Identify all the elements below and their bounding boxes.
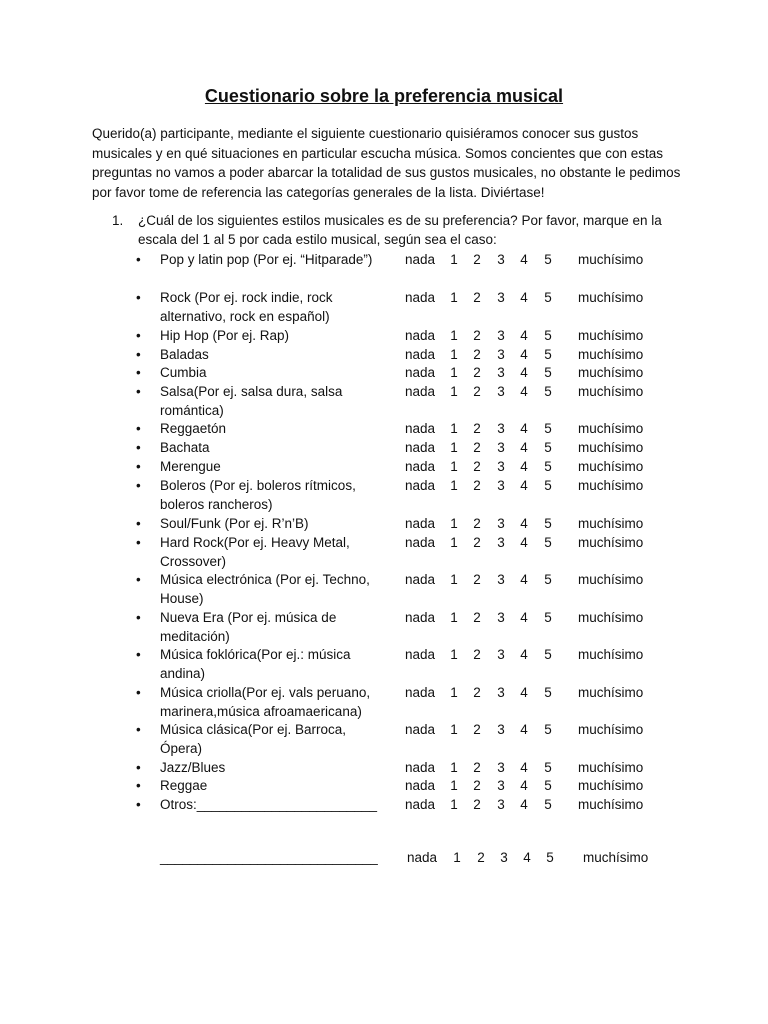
scale-high-label: muchísimo bbox=[578, 647, 644, 662]
question-text: ¿Cuál de los siguientes estilos musicales es de su preferencia? Por favor, marque en la escala del 1 al 5 por cada estilo musical, según sea el caso: bbox=[138, 213, 662, 247]
scale-low-label: nada bbox=[405, 685, 436, 700]
scale-option-2[interactable]: 2 bbox=[473, 365, 481, 380]
scale-option-5[interactable]: 5 bbox=[544, 760, 552, 775]
scale-option-4[interactable]: 4 bbox=[520, 685, 528, 700]
scale-option-1[interactable]: 1 bbox=[450, 760, 458, 775]
scale-option-5[interactable]: 5 bbox=[544, 290, 552, 305]
scale-option-5[interactable]: 5 bbox=[544, 347, 552, 362]
scale-option-2[interactable]: 2 bbox=[473, 421, 481, 436]
scale-option-1[interactable]: 1 bbox=[450, 797, 458, 812]
bullet-icon: • bbox=[136, 760, 141, 775]
scale-high-label: muchísimo bbox=[578, 252, 644, 267]
scale-high-label: muchísimo bbox=[578, 760, 644, 775]
scale-option-3[interactable]: 3 bbox=[497, 290, 505, 305]
scale-option-4[interactable]: 4 bbox=[520, 778, 528, 793]
scale-high-label: muchísimo bbox=[578, 459, 644, 474]
scale-high-label: muchísimo bbox=[578, 478, 644, 493]
scale-option-1[interactable]: 1 bbox=[450, 328, 458, 343]
scale-low-label: nada bbox=[405, 328, 436, 343]
style-label: Música electrónica (Por ej. Techno, House) bbox=[160, 572, 370, 606]
scale-option-1[interactable]: 1 bbox=[450, 440, 458, 455]
scale-high-label: muchísimo bbox=[578, 797, 644, 812]
scale-option-4[interactable]: 4 bbox=[520, 516, 528, 531]
scale-high-label: muchísimo bbox=[578, 421, 644, 436]
scale-low-label: nada bbox=[405, 478, 436, 493]
scale-option-5[interactable]: 5 bbox=[544, 722, 552, 737]
scale-option-2[interactable]: 2 bbox=[473, 384, 481, 399]
scale-option-2[interactable]: 2 bbox=[473, 722, 481, 737]
scale-option-1[interactable]: 1 bbox=[450, 347, 458, 362]
scale-option-4[interactable]: 4 bbox=[523, 850, 531, 865]
bullet-icon: • bbox=[136, 685, 141, 700]
scale-option-3[interactable]: 3 bbox=[497, 365, 505, 380]
scale-option-1[interactable]: 1 bbox=[450, 290, 458, 305]
scale-option-1[interactable]: 1 bbox=[450, 516, 458, 531]
style-label: Pop y latin pop (Por ej. “Hitparade”) bbox=[160, 252, 373, 267]
scale-high-label: muchísimo bbox=[578, 347, 644, 362]
scale-low-label: nada bbox=[405, 459, 436, 474]
scale-option-2[interactable]: 2 bbox=[473, 459, 481, 474]
scale-option-1[interactable]: 1 bbox=[450, 610, 458, 625]
scale-option-2[interactable]: 2 bbox=[473, 440, 481, 455]
bullet-icon: • bbox=[136, 347, 141, 362]
scale-option-5[interactable]: 5 bbox=[544, 459, 552, 474]
scale-option-3[interactable]: 3 bbox=[497, 572, 505, 587]
scale-option-5[interactable]: 5 bbox=[544, 252, 552, 267]
scale-option-2[interactable]: 2 bbox=[473, 328, 481, 343]
bullet-icon: • bbox=[136, 647, 141, 662]
scale-option-1[interactable]: 1 bbox=[450, 478, 458, 493]
scale-option-1[interactable]: 1 bbox=[453, 850, 461, 865]
scale-option-2[interactable]: 2 bbox=[473, 572, 481, 587]
scale-option-3[interactable]: 3 bbox=[497, 459, 505, 474]
scale-high-label: muchísimo bbox=[578, 290, 644, 305]
style-label: Reggae bbox=[160, 778, 208, 793]
scale-option-1[interactable]: 1 bbox=[450, 459, 458, 474]
scale-option-4[interactable]: 4 bbox=[520, 478, 528, 493]
scale-low-label: nada bbox=[405, 778, 436, 793]
extra-style-blank[interactable]: _____________________________ bbox=[160, 850, 378, 865]
scale-option-2[interactable]: 2 bbox=[473, 290, 481, 305]
scale-high-label: muchísimo bbox=[578, 610, 644, 625]
bullet-icon: • bbox=[136, 384, 141, 399]
style-label: Música foklórica(Por ej.: música andina) bbox=[160, 647, 351, 681]
scale-option-2[interactable]: 2 bbox=[473, 647, 481, 662]
scale-option-5[interactable]: 5 bbox=[544, 778, 552, 793]
scale-option-3[interactable]: 3 bbox=[497, 610, 505, 625]
scale-low-label: nada bbox=[405, 440, 436, 455]
scale-option-5[interactable]: 5 bbox=[544, 572, 552, 587]
scale-low-label: nada bbox=[405, 760, 436, 775]
scale-option-5[interactable]: 5 bbox=[544, 516, 552, 531]
bullet-icon: • bbox=[136, 252, 141, 267]
scale-low-label: nada bbox=[405, 722, 436, 737]
intro-paragraph: Querido(a) participante, mediante el siguiente cuestionario quisiéramos conocer sus gustos musicales y en qué situaciones en particular escucha música. Somos concientes que con estas preguntas no vamos a poder abarcar la totalidad de sus gustos musicales, no obstante le pedimos por favor tome de referencia las categorías generales de la lista. Diviértase! bbox=[92, 126, 681, 200]
scale-option-4[interactable]: 4 bbox=[520, 572, 528, 587]
style-label: Merengue bbox=[160, 459, 221, 474]
scale-option-1[interactable]: 1 bbox=[450, 421, 458, 436]
scale-option-5[interactable]: 5 bbox=[544, 365, 552, 380]
scale-option-4[interactable]: 4 bbox=[520, 440, 528, 455]
scale-option-2[interactable]: 2 bbox=[473, 797, 481, 812]
scale-option-4[interactable]: 4 bbox=[520, 365, 528, 380]
scale-option-4[interactable]: 4 bbox=[520, 347, 528, 362]
scale-option-3[interactable]: 3 bbox=[497, 421, 505, 436]
scale-high-label: muchísimo bbox=[578, 535, 644, 550]
style-label: Baladas bbox=[160, 347, 209, 362]
scale-option-2[interactable]: 2 bbox=[473, 347, 481, 362]
style-label: Hard Rock(Por ej. Heavy Metal, Crossover) bbox=[160, 535, 350, 569]
scale-low-label: nada bbox=[405, 421, 436, 436]
scale-option-1[interactable]: 1 bbox=[450, 384, 458, 399]
bullet-icon: • bbox=[136, 797, 141, 812]
scale-option-4[interactable]: 4 bbox=[520, 328, 528, 343]
bullet-icon: • bbox=[136, 328, 141, 343]
scale-low-label: nada bbox=[405, 347, 436, 362]
scale-option-1[interactable]: 1 bbox=[450, 722, 458, 737]
scale-option-1[interactable]: 1 bbox=[450, 647, 458, 662]
bullet-icon: • bbox=[136, 610, 141, 625]
bullet-icon: • bbox=[136, 365, 141, 380]
style-label: Boleros (Por ej. boleros rítmicos, boleros rancheros) bbox=[160, 478, 356, 512]
scale-option-3[interactable]: 3 bbox=[497, 647, 505, 662]
bullet-icon: • bbox=[136, 421, 141, 436]
style-label: Jazz/Blues bbox=[160, 760, 226, 775]
style-label: Salsa(Por ej. salsa dura, salsa romántica) bbox=[160, 384, 343, 418]
scale-option-3[interactable]: 3 bbox=[497, 478, 505, 493]
scale-high-label: muchísimo bbox=[578, 365, 644, 380]
scale-option-3[interactable]: 3 bbox=[497, 685, 505, 700]
scale-option-5[interactable]: 5 bbox=[544, 610, 552, 625]
style-label: Música criolla(Por ej. vals peruano, marinera,música afroamaericana) bbox=[160, 685, 371, 719]
scale-option-4[interactable]: 4 bbox=[520, 421, 528, 436]
scale-option-2[interactable]: 2 bbox=[473, 478, 481, 493]
scale-option-4[interactable]: 4 bbox=[520, 647, 528, 662]
scale-high-label: muchísimo bbox=[578, 328, 644, 343]
scale-high-label: muchísimo bbox=[583, 850, 649, 865]
scale-option-1[interactable]: 1 bbox=[450, 778, 458, 793]
style-label: Reggaetón bbox=[160, 421, 227, 436]
page-title: Cuestionario sobre la preferencia musical bbox=[204, 86, 564, 106]
scale-option-4[interactable]: 4 bbox=[520, 384, 528, 399]
scale-option-3[interactable]: 3 bbox=[497, 347, 505, 362]
style-label: Nueva Era (Por ej. música de meditación) bbox=[160, 610, 337, 644]
scale-option-3[interactable]: 3 bbox=[497, 252, 505, 267]
scale-low-label: nada bbox=[405, 252, 436, 267]
scale-option-3[interactable]: 3 bbox=[497, 440, 505, 455]
style-label: Otros:________________________ bbox=[160, 797, 377, 812]
scale-option-1[interactable]: 1 bbox=[450, 572, 458, 587]
scale-option-2[interactable]: 2 bbox=[473, 778, 481, 793]
bullet-icon: • bbox=[136, 778, 141, 793]
scale-low-label: nada bbox=[405, 797, 436, 812]
scale-option-2[interactable]: 2 bbox=[477, 850, 485, 865]
scale-option-2[interactable]: 2 bbox=[473, 535, 481, 550]
scale-option-1[interactable]: 1 bbox=[450, 252, 458, 267]
scale-option-2[interactable]: 2 bbox=[473, 516, 481, 531]
scale-option-5[interactable]: 5 bbox=[544, 440, 552, 455]
style-label: Música clásica(Por ej. Barroca, Ópera) bbox=[160, 722, 347, 756]
style-label: Rock (Por ej. rock indie, rock alternativo, rock en español) bbox=[160, 290, 333, 324]
scale-low-label: nada bbox=[405, 535, 436, 550]
bullet-icon: • bbox=[136, 290, 141, 305]
scale-option-3[interactable]: 3 bbox=[497, 797, 505, 812]
bullet-icon: • bbox=[136, 459, 141, 474]
scale-low-label: nada bbox=[405, 647, 436, 662]
scale-low-label: nada bbox=[405, 610, 436, 625]
scale-low-label: nada bbox=[405, 365, 436, 380]
scale-low-label: nada bbox=[405, 384, 436, 399]
scale-low-label: nada bbox=[405, 572, 436, 587]
style-label: Cumbia bbox=[160, 365, 207, 380]
scale-option-5[interactable]: 5 bbox=[544, 647, 552, 662]
scale-option-4[interactable]: 4 bbox=[520, 459, 528, 474]
scale-option-4[interactable]: 4 bbox=[520, 252, 528, 267]
bullet-icon: • bbox=[136, 572, 141, 587]
scale-option-2[interactable]: 2 bbox=[473, 685, 481, 700]
scale-option-5[interactable]: 5 bbox=[544, 535, 552, 550]
style-label: Bachata bbox=[160, 440, 210, 455]
scale-option-5[interactable]: 5 bbox=[544, 421, 552, 436]
scale-option-1[interactable]: 1 bbox=[450, 685, 458, 700]
scale-low-label: nada bbox=[405, 290, 436, 305]
scale-option-3[interactable]: 3 bbox=[497, 328, 505, 343]
scale-high-label: muchísimo bbox=[578, 778, 644, 793]
scale-option-3[interactable]: 3 bbox=[497, 778, 505, 793]
scale-option-4[interactable]: 4 bbox=[520, 535, 528, 550]
scale-option-4[interactable]: 4 bbox=[520, 610, 528, 625]
bullet-icon: • bbox=[136, 516, 141, 531]
scale-option-2[interactable]: 2 bbox=[473, 252, 481, 267]
scale-option-3[interactable]: 3 bbox=[500, 850, 508, 865]
scale-option-3[interactable]: 3 bbox=[497, 722, 505, 737]
scale-option-4[interactable]: 4 bbox=[520, 722, 528, 737]
scale-high-label: muchísimo bbox=[578, 440, 644, 455]
scale-option-5[interactable]: 5 bbox=[544, 478, 552, 493]
scale-option-4[interactable]: 4 bbox=[520, 290, 528, 305]
scale-option-4[interactable]: 4 bbox=[520, 797, 528, 812]
scale-option-1[interactable]: 1 bbox=[450, 365, 458, 380]
scale-option-5[interactable]: 5 bbox=[544, 685, 552, 700]
style-label: Soul/Funk (Por ej. R’n’B) bbox=[160, 516, 309, 531]
scale-option-3[interactable]: 3 bbox=[497, 516, 505, 531]
bullet-icon: • bbox=[136, 478, 141, 493]
scale-high-label: muchísimo bbox=[578, 572, 644, 587]
style-label: Hip Hop (Por ej. Rap) bbox=[160, 328, 290, 343]
scale-option-3[interactable]: 3 bbox=[497, 384, 505, 399]
scale-high-label: muchísimo bbox=[578, 685, 644, 700]
scale-option-1[interactable]: 1 bbox=[450, 535, 458, 550]
scale-high-label: muchísimo bbox=[578, 384, 644, 399]
scale-option-5[interactable]: 5 bbox=[546, 850, 554, 865]
scale-option-5[interactable]: 5 bbox=[544, 384, 552, 399]
scale-option-2[interactable]: 2 bbox=[473, 610, 481, 625]
bullet-icon: • bbox=[136, 535, 141, 550]
scale-option-2[interactable]: 2 bbox=[473, 760, 481, 775]
scale-low-label: nada bbox=[405, 516, 436, 531]
bullet-icon: • bbox=[136, 440, 141, 455]
scale-option-3[interactable]: 3 bbox=[497, 760, 505, 775]
scale-option-3[interactable]: 3 bbox=[497, 535, 505, 550]
scale-option-4[interactable]: 4 bbox=[520, 760, 528, 775]
scale-option-5[interactable]: 5 bbox=[544, 797, 552, 812]
question-number: 1. bbox=[112, 213, 124, 228]
scale-high-label: muchísimo bbox=[578, 516, 644, 531]
scale-high-label: muchísimo bbox=[578, 722, 644, 737]
scale-low-label: nada bbox=[407, 850, 438, 865]
bullet-icon: • bbox=[136, 722, 141, 737]
scale-option-5[interactable]: 5 bbox=[544, 328, 552, 343]
